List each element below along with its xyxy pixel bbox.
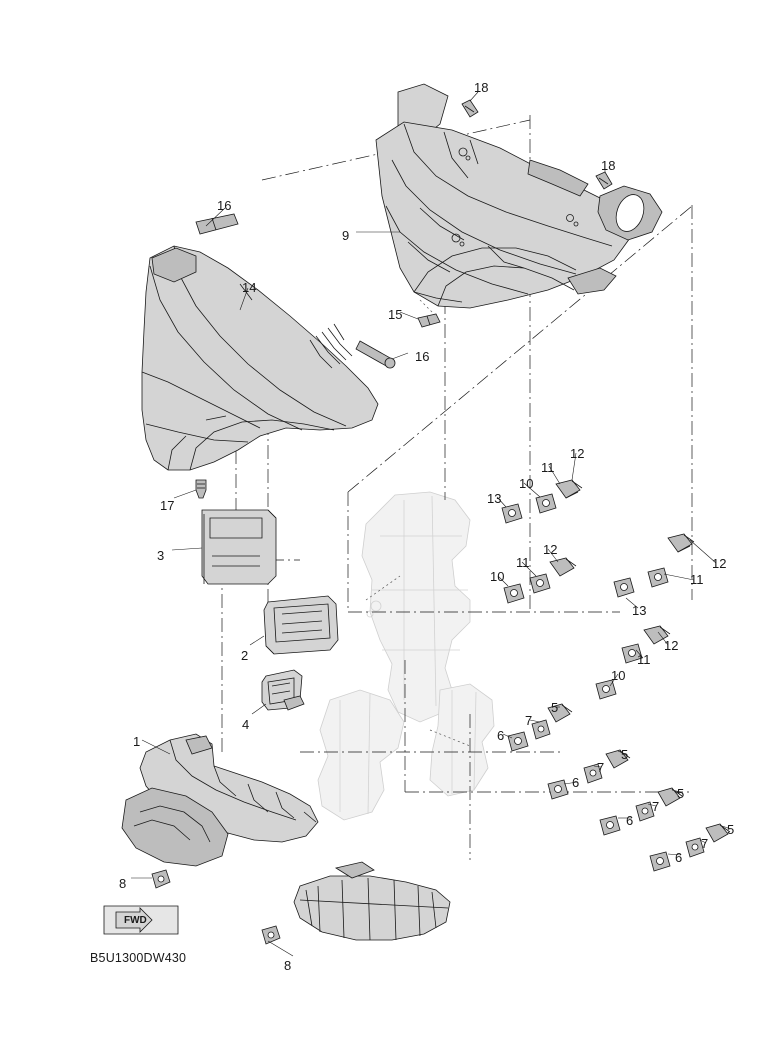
part-16-upper-grommet [196, 214, 238, 234]
callout-4: 4 [242, 717, 250, 732]
callout-15: 15 [388, 307, 403, 322]
callout-12-d: 12 [664, 638, 679, 653]
callout-12-b: 12 [543, 542, 558, 557]
part-14-front-fender-cowl [142, 246, 378, 470]
fastener-set-5-7-6-b [548, 747, 630, 799]
callout-7-c: 7 [652, 799, 660, 814]
callout-8-b: 8 [284, 958, 292, 973]
callout-11-c: 11 [690, 572, 704, 587]
callout-10-b: 10 [490, 569, 505, 584]
fwd-arrow-label: FWD [124, 915, 147, 926]
part-4-connector-clip [262, 670, 304, 710]
part-17-screw [196, 480, 206, 498]
callout-12-a: 12 [570, 446, 585, 461]
callout-13-b: 13 [632, 603, 647, 618]
fastener-set-5-7-6-a [508, 704, 572, 751]
callout-6-b: 6 [572, 775, 580, 790]
fastener-group-upper [502, 480, 582, 523]
part-8-bolt-b [262, 926, 280, 944]
callout-5-c: 5 [677, 786, 685, 801]
callout-12-c: 12 [712, 556, 727, 571]
callout-14: 14 [242, 280, 257, 295]
callout-3: 3 [157, 548, 165, 563]
callout-7-a: 7 [525, 713, 533, 728]
callout-11-d: 11 [637, 652, 651, 667]
callout-11-a: 11 [541, 460, 555, 475]
callout-5-b: 5 [621, 747, 629, 762]
callout-18-right: 18 [601, 158, 616, 173]
callout-7-b: 7 [597, 760, 605, 775]
callout-9: 9 [342, 228, 350, 243]
callout-11-b: 11 [516, 555, 530, 570]
callout-1: 1 [133, 734, 141, 749]
part-15-clip [418, 314, 440, 327]
fastener-set-5-7-6-c [600, 786, 685, 835]
fastener-group-middle-right [614, 534, 694, 597]
ghost-frame-assembly [318, 492, 494, 820]
part-16-right-pin [356, 341, 395, 368]
callout-6-d: 6 [675, 850, 683, 865]
part-8-bolt-a [152, 870, 170, 888]
callout-5-d: 5 [727, 822, 735, 837]
callout-7-d: 7 [701, 836, 709, 851]
part-9-front-cowling [376, 84, 662, 308]
part-2-relay-module [264, 596, 338, 654]
callout-8-a: 8 [119, 876, 127, 891]
callout-18-upper: 18 [474, 80, 489, 95]
callout-6-c: 6 [626, 813, 634, 828]
callout-5-a: 5 [551, 700, 559, 715]
callout-16-upper: 16 [217, 198, 232, 213]
callout-17: 17 [160, 498, 175, 513]
part-18-bolt-b [596, 172, 612, 189]
callout-13-a: 13 [487, 491, 502, 506]
part-3-control-unit [202, 510, 276, 584]
part-18-bolt-a [462, 100, 478, 117]
fastener-group-lower-right [596, 626, 670, 699]
diagram-code-label: B5U1300DW430 [90, 951, 187, 965]
callout-10-c: 10 [611, 668, 626, 683]
callout-6-a: 6 [497, 728, 505, 743]
callout-2: 2 [241, 648, 249, 663]
fastener-set-5-7-6-d [650, 824, 730, 871]
callout-10-a: 10 [519, 476, 534, 491]
fastener-group-middle-left [504, 555, 576, 603]
callout-16-right: 16 [415, 349, 430, 364]
